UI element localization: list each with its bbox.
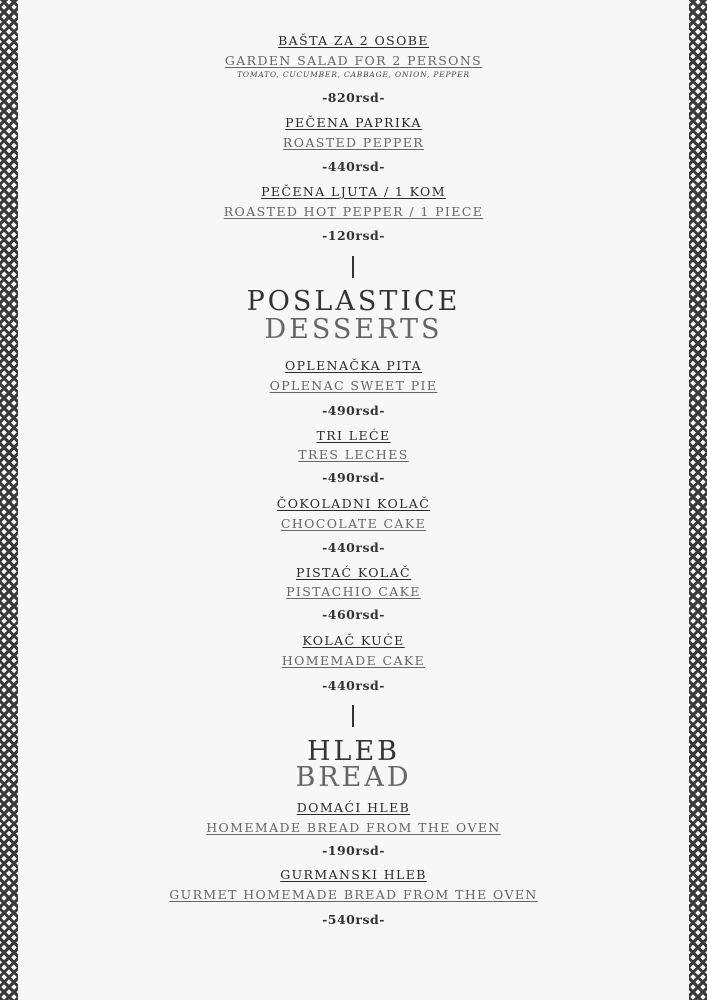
menu-item-name-en: OPLENAC SWEET PIE: [269, 378, 438, 393]
menu-item-name-en: CHOCOLATE CAKE: [280, 516, 427, 531]
menu-item-name-sr: PISTAĆ KOLAČ: [295, 565, 412, 580]
menu-item-name-sr: ČOKOLADNI KOLAČ: [276, 496, 431, 511]
menu-item-price: -120rsd-: [322, 228, 385, 243]
menu-item-name-sr: GURMANSKI HLEB: [280, 867, 427, 882]
menu-item-price: -490rsd-: [322, 403, 385, 418]
menu-item-name-sr: OPLENAČKA PITA: [284, 358, 423, 373]
section-heading-sr: POSLASTICE: [246, 286, 461, 317]
menu-item-name-en: PISTACHIO CAKE: [286, 584, 421, 599]
section-heading-en: BREAD: [295, 762, 412, 793]
menu-item-price: -440rsd-: [322, 540, 385, 555]
menu-item-price: -440rsd-: [322, 159, 385, 174]
menu-item-price: -540rsd-: [322, 912, 385, 927]
menu-item-name-sr: PEČENA PAPRIKA: [285, 115, 422, 130]
section-divider: [352, 256, 354, 278]
menu-item-price: -440rsd-: [322, 678, 385, 693]
menu-item-name-en: HOMEMADE BREAD FROM THE OVEN: [206, 820, 501, 835]
menu-item-name-sr: DOMAĆI HLEB: [296, 800, 411, 815]
menu-item-name-en: ROASTED HOT PEPPER / 1 PIECE: [223, 204, 484, 219]
menu-item-name-en: GARDEN SALAD FOR 2 PERSONS: [224, 53, 483, 68]
menu-item-name-en: HOMEMADE CAKE: [281, 653, 426, 668]
section-heading-sr: HLEB: [306, 736, 401, 767]
menu-item-price: -490rsd-: [322, 470, 385, 485]
section-divider: [352, 705, 354, 727]
menu-item-price: -190rsd-: [322, 843, 385, 858]
menu-item-price: -820rsd-: [322, 90, 385, 105]
menu-item-name-sr: TRI LEĆE: [316, 428, 391, 443]
menu-item-price: -460rsd-: [322, 607, 385, 622]
menu-item-name-en: TRES LECHES: [298, 447, 409, 462]
menu-item-name-sr: BAŠTA ZA 2 OSOBE: [278, 33, 429, 48]
menu-item-name-sr: KOLAČ KUĆE: [302, 633, 405, 648]
menu-item-name-sr: PEČENA LJUTA / 1 KOM: [261, 184, 446, 199]
menu-item-name-en: GURMET HOMEMADE BREAD FROM THE OVEN: [169, 887, 538, 902]
menu-item-ingredients: TOMATO, CUCUMBER, CABBAGE, ONION, PEPPER: [237, 70, 470, 79]
section-heading-en: DESSERTS: [264, 314, 443, 345]
menu-item-name-en: ROASTED PEPPER: [282, 135, 425, 150]
